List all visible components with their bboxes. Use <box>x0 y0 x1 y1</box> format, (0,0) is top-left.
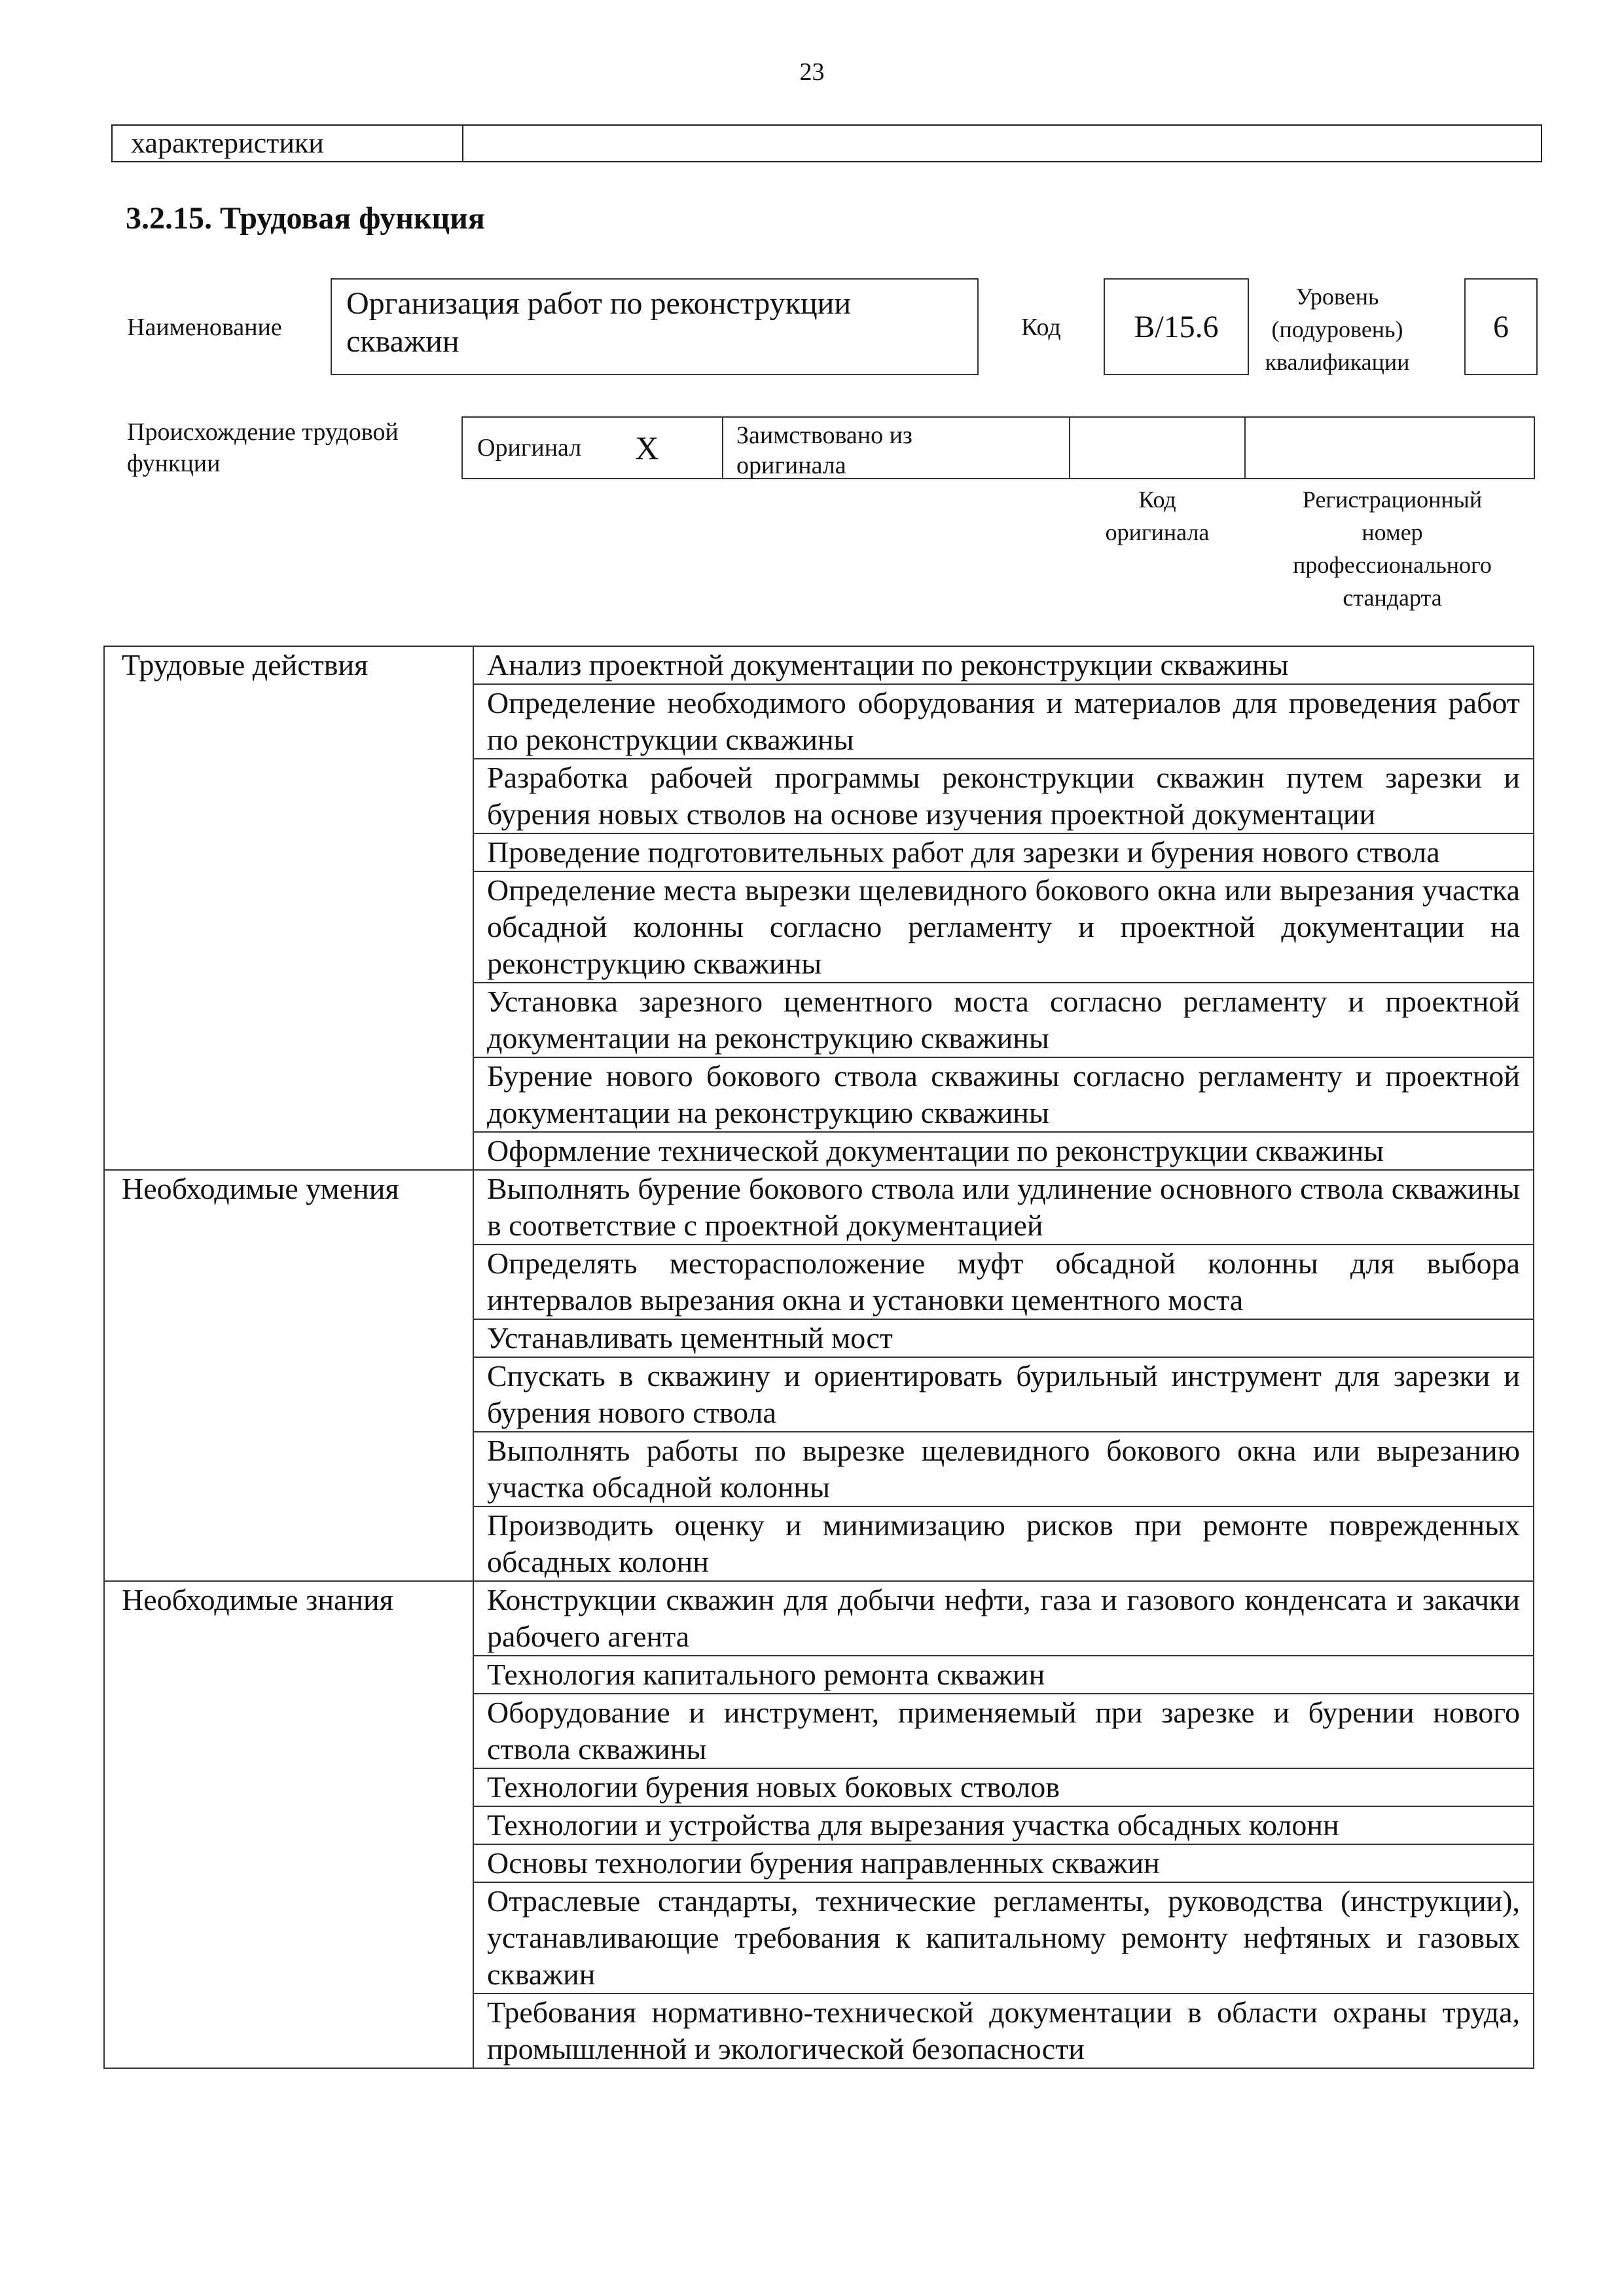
item-cell: Спускать в скважину и ориентировать бурильный инструмент для зарезки и бурения нового ствола <box>473 1357 1534 1432</box>
item-cell: Установка зарезного цементного моста согласно регламенту и проектной документации на реконструкцию скважины <box>473 983 1534 1057</box>
continued-table-row <box>111 124 1542 162</box>
category-cell: Необходимые знания <box>104 1581 473 2068</box>
original-code-caption <box>1079 483 1236 549</box>
original-mark: X <box>635 429 659 466</box>
function-code-box: B/15.6 <box>1104 278 1249 375</box>
item-cell: Проведение подготовительных работ для зарезки и бурения нового ствола <box>473 833 1534 871</box>
item-cell: Определять месторасположение муфт обсадной колонны для выбора интервалов вырезания окна и установки цементного моста <box>473 1245 1534 1319</box>
caption-line: номер <box>1362 519 1423 545</box>
level-label-line: Уровень <box>1295 283 1379 310</box>
origin-table <box>461 416 1535 479</box>
item-cell: Устанавливать цементный мост <box>473 1319 1534 1357</box>
caption-line: Код <box>1138 486 1176 513</box>
item-cell: Основы технологии бурения направленных скважин <box>473 1844 1534 1882</box>
labor-function-table-body <box>104 646 1534 2068</box>
borrowed-cell <box>723 418 1070 478</box>
item-cell: Отраслевые стандарты, технические регламенты, руководства (инструкции), устанавливающие требования к капитальному ремонту нефтяных и газовых скважин <box>473 1882 1534 1994</box>
caption-line: Регистрационный <box>1302 486 1483 513</box>
item-cell: Определение места вырезки щелевидного бокового окна или вырезания участка обсадной колонны согласно регламенту и проектной документации на реконструкцию скважины <box>473 871 1534 983</box>
item-cell: Бурение нового бокового ствола скважины согласно регламенту и проектной документации на реконструкцию скважины <box>473 1057 1534 1132</box>
function-name-box: Организация работ по реконструкции скважин <box>331 278 979 375</box>
borrowed-label-line: оригинала <box>736 452 846 479</box>
registration-number-caption <box>1252 483 1533 614</box>
registration-number-cell <box>1246 418 1534 478</box>
item-cell: Требования нормативно-технической документации в области охраны труда, промышленной и экологической безопасности <box>473 1994 1534 2068</box>
code-label: Код <box>1021 314 1061 341</box>
item-cell: Анализ проектной документации по реконструкции скважины <box>473 646 1534 684</box>
item-cell: Выполнять бурение бокового ствола или удлинение основного ствола скважины в соответствие с проектной документацией <box>473 1170 1534 1245</box>
section-title: 3.2.15. Трудовая функция <box>126 201 485 236</box>
table-row <box>104 1170 1534 1245</box>
labor-function-table <box>103 646 1534 2069</box>
table-row <box>104 646 1534 684</box>
item-cell: Производить оценку и минимизацию рисков при ремонте поврежденных обсадных колонн <box>473 1506 1534 1581</box>
category-cell: Необходимые умения <box>104 1170 473 1581</box>
page-number: 23 <box>799 58 825 86</box>
borrowed-label-line: Заимствовано из <box>736 422 912 449</box>
caption-line: оригинала <box>1105 519 1210 545</box>
original-cell <box>463 418 723 478</box>
item-cell: Технологии бурения новых боковых стволов <box>473 1768 1534 1806</box>
continued-row-label: характеристики <box>113 126 463 161</box>
level-label-line: квалификации <box>1265 349 1410 375</box>
name-label: Наименование <box>127 314 282 341</box>
origin-label-line: функции <box>127 450 221 477</box>
qualification-level-label <box>1262 280 1413 378</box>
caption-line: стандарта <box>1343 585 1442 611</box>
continued-row-value <box>463 126 1541 161</box>
qualification-level-box: 6 <box>1464 278 1538 375</box>
original-code-cell <box>1070 418 1246 478</box>
item-cell: Конструкции скважин для добычи нефти, газа и газового конденсата и закачки рабочего агента <box>473 1581 1534 1656</box>
table-row <box>104 1581 1534 1656</box>
item-cell: Оборудование и инструмент, применяемый при зарезке и бурении нового ствола скважины <box>473 1694 1534 1768</box>
category-cell: Трудовые действия <box>104 646 473 1170</box>
original-label: Оригинал <box>477 434 582 462</box>
origin-label-line: Происхождение трудовой <box>127 418 399 446</box>
item-cell: Определение необходимого оборудования и материалов для проведения работ по реконструкции скважины <box>473 684 1534 759</box>
origin-label <box>127 416 399 479</box>
item-cell: Оформление технической документации по реконструкции скважины <box>473 1132 1534 1170</box>
item-cell: Выполнять работы по вырезке щелевидного бокового окна или вырезанию участка обсадной колонны <box>473 1432 1534 1506</box>
item-cell: Разработка рабочей программы реконструкции скважин путем зарезки и бурения новых стволов на основе изучения проектной документации <box>473 759 1534 833</box>
level-label-line: (подуровень) <box>1271 316 1403 342</box>
item-cell: Технология капитального ремонта скважин <box>473 1656 1534 1694</box>
caption-line: профессионального <box>1293 552 1492 578</box>
item-cell: Технологии и устройства для вырезания участка обсадных колонн <box>473 1806 1534 1844</box>
